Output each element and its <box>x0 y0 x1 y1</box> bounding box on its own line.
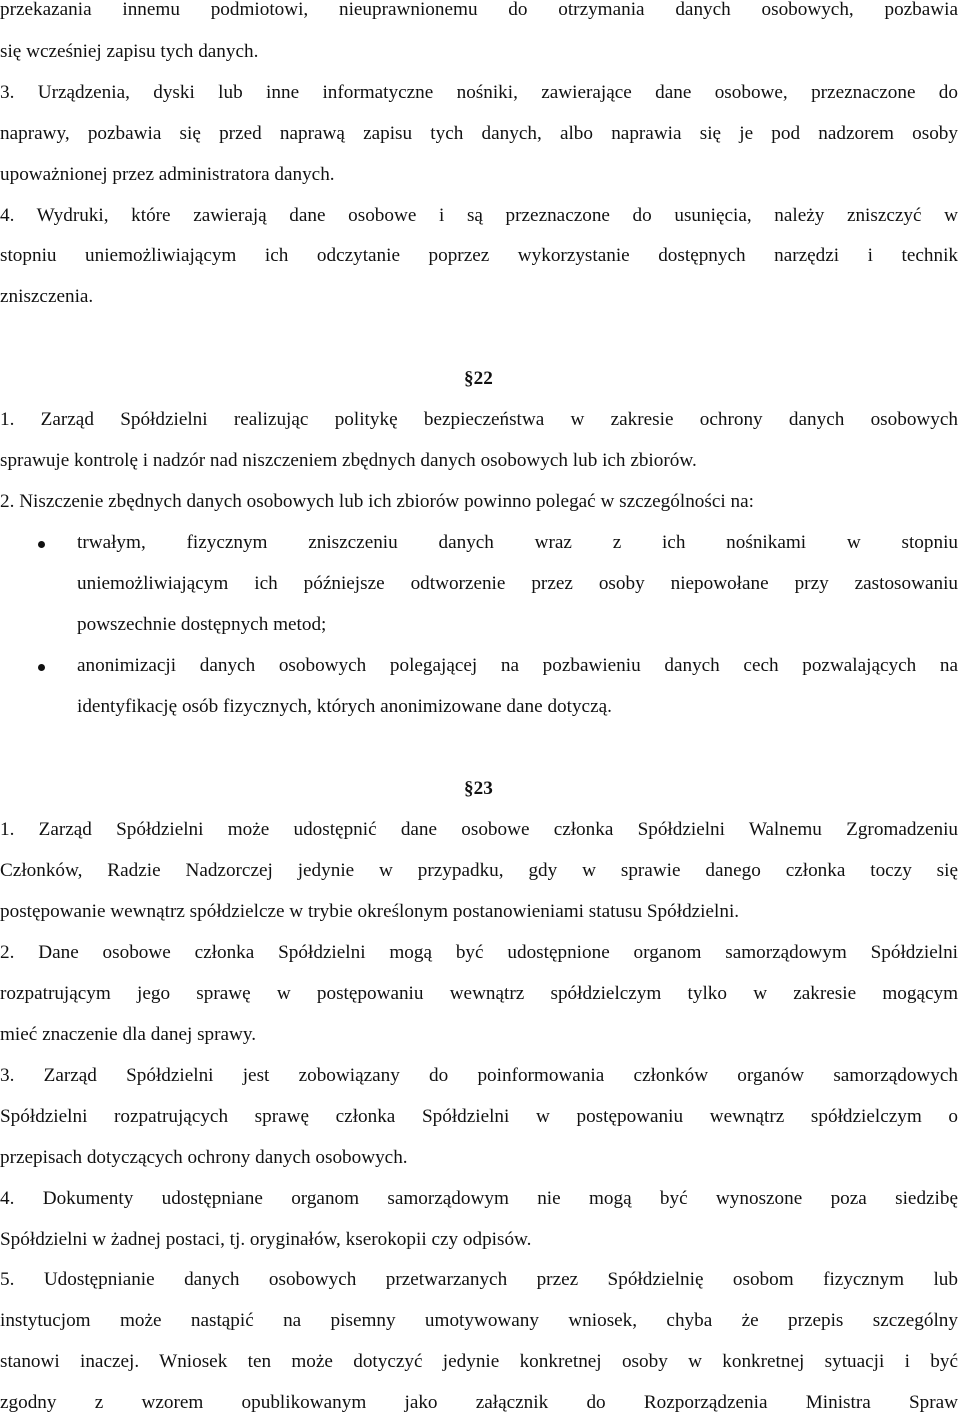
text-line: się wcześniej zapisu tych danych. <box>0 41 259 62</box>
bullet-text-line: powszechnie dostępnych metod; <box>77 614 327 635</box>
bullet-marker <box>38 541 45 548</box>
text-line: 4. Wydruki, które zawierają dane osobowe i są przeznaczone do usunięcia, należy zniszczyć w <box>0 205 958 226</box>
bullet-text-line: anonimizacji danych osobowych polegającej na pozbawieniu danych cech pozwalających na <box>77 655 958 676</box>
text-line: zniszczenia. <box>0 286 94 307</box>
text-line: 2. Niszczenie zbędnych danych osobowych lub ich zbiorów powinno polegać w szczególności na: <box>0 491 754 512</box>
text-line: postępowanie wewnątrz spółdzielcze w trybie określonym postanowieniami statusu Spółdzielni. <box>0 901 740 922</box>
bullet-text-line: uniemożliwiającym ich późniejsze odtworzenie przez osoby niepowołane przy zastosowaniu <box>77 573 958 594</box>
text-line: instytucjom może nastąpić na pisemny umotywowany wniosek, chyba że przepis szczególny <box>0 1310 958 1331</box>
text-line: 3. Urządzenia, dyski lub inne informatyczne nośniki, zawierające dane osobowe, przeznaczone do <box>0 82 958 103</box>
text-line: upoważnionej przez administratora danych. <box>0 164 335 185</box>
bullet-marker <box>38 664 45 671</box>
text-line: mieć znaczenie dla danej sprawy. <box>0 1024 257 1045</box>
text-line: zgodny z wzorem opublikowanym jako załącznik do Rozporządzenia Ministra Spraw <box>0 1392 958 1413</box>
text-line: 1. Zarząd Spółdzielni może udostępnić dane osobowe członka Spółdzielni Walnemu Zgromadzeniu <box>0 819 958 840</box>
text-line: przepisach dotyczących ochrony danych osobowych. <box>0 1147 408 1168</box>
text-line: 4. Dokumenty udostępniane organom samorządowym nie mogą być wynoszone poza siedzibę <box>0 1188 958 1209</box>
text-line: przekazania innemu podmiotowi, nieuprawnionemu do otrzymania danych osobowych, pozbawia <box>0 0 958 20</box>
text-line: sprawuje kontrolę i nadzór nad niszczeniem zbędnych danych osobowych lub ich zbiorów. <box>0 450 697 471</box>
text-line: 1. Zarząd Spółdzielni realizując politykę bezpieczeństwa w zakresie ochrony danych osobowych <box>0 409 958 430</box>
text-line: Spółdzielni w żadnej postaci, tj. oryginałów, kserokopii czy odpisów. <box>0 1229 532 1250</box>
bullet-text-line: trwałym, fizycznym zniszczeniu danych wraz z ich nośnikami w stopniu <box>77 532 958 553</box>
section-heading-22: §22 <box>464 368 493 389</box>
text-line: rozpatrującym jego sprawę w postępowaniu wewnątrz spółdzielczym tylko w zakresie mogącym <box>0 983 958 1004</box>
section-heading-23: §23 <box>464 778 493 799</box>
bullet-text-line: identyfikację osób fizycznych, których anonimizowane dane dotyczą. <box>77 696 612 717</box>
text-line: stanowi inaczej. Wniosek ten może dotyczyć jedynie konkretnej osoby w konkretnej sytuacji i być <box>0 1351 958 1372</box>
text-line: stopniu uniemożliwiającym ich odczytanie poprzez wykorzystanie dostępnych narzędzi i technik <box>0 245 958 266</box>
text-line: naprawy, pozbawia się przed naprawą zapisu tych danych, albo naprawia się je pod nadzorem osoby <box>0 123 958 144</box>
text-line: 5. Udostępnianie danych osobowych przetwarzanych przez Spółdzielnię osobom fizycznym lub <box>0 1269 958 1290</box>
text-line: Spółdzielni rozpatrujących sprawę członka Spółdzielni w postępowaniu wewnątrz spółdzielczym o <box>0 1106 958 1127</box>
text-line: 2. Dane osobowe członka Spółdzielni mogą być udostępnione organom samorządowym Spółdzielni <box>0 942 958 963</box>
text-line: 3. Zarząd Spółdzielni jest zobowiązany do poinformowania członków organów samorządowych <box>0 1065 958 1086</box>
text-line: Członków, Radzie Nadzorczej jedynie w przypadku, gdy w sprawie danego członka toczy się <box>0 860 958 881</box>
